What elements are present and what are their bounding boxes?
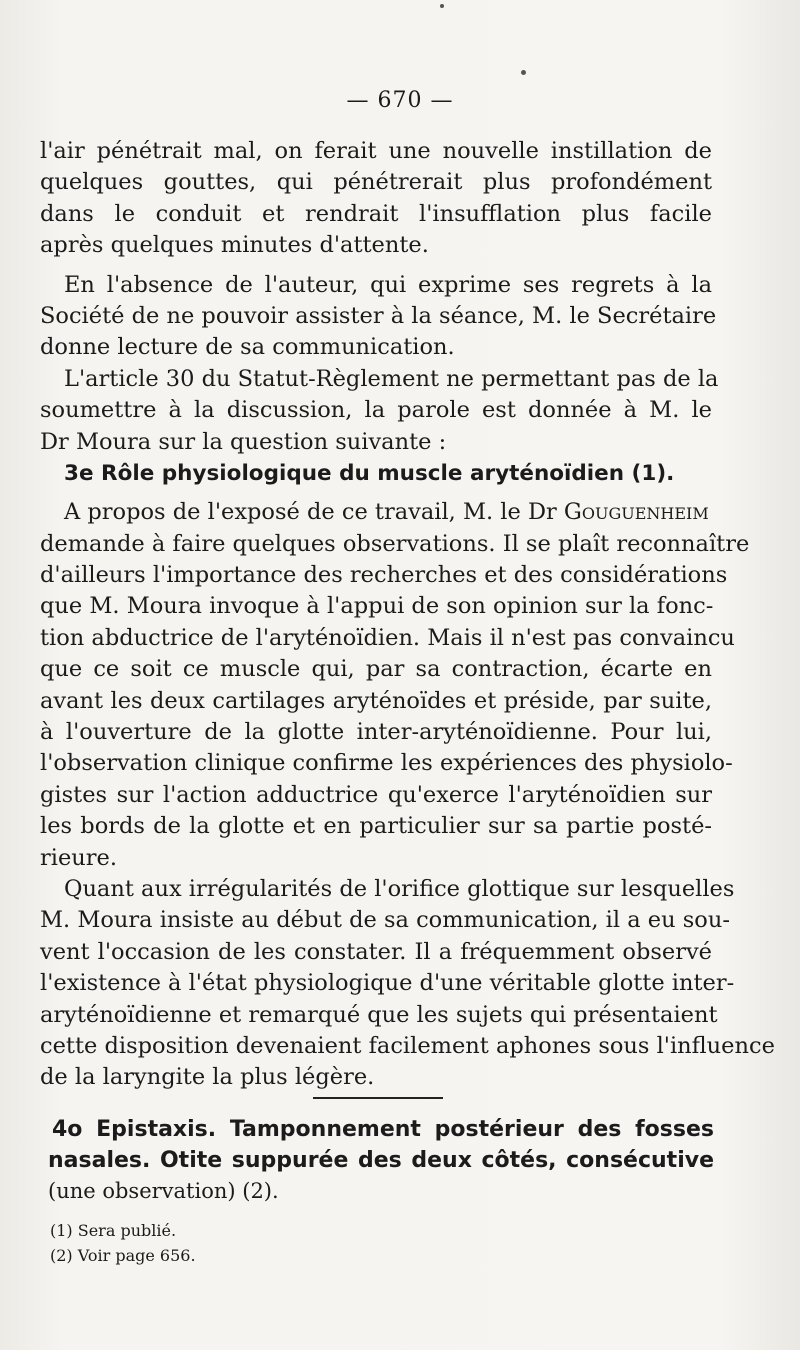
- text-line: Quant aux irrégularités de l'orifice glottique sur lesquelles: [64, 875, 735, 902]
- text-line: (une observation) (2).: [48, 1179, 279, 1203]
- text-line: tion abductrice de l'aryténoïdien. Mais il n'est pas convaincu: [40, 624, 735, 651]
- print-speck: [440, 4, 444, 8]
- text-line: soumettre à la discussion, la parole est donnée à M. le: [40, 397, 712, 424]
- text-line: à l'ouverture de la glotte inter-aryténoïdienne. Pour lui,: [40, 719, 712, 746]
- section-heading: nasales. Otite suppurée des deux côtés, consécutive: [48, 1148, 714, 1173]
- body-text: [40, 136, 775, 1094]
- text-line: gistes sur l'action adductrice qu'exerce l'aryténoïdien sur: [40, 781, 712, 808]
- text-line: Société de ne pouvoir assister à la séance, M. le Secrétaire: [40, 302, 717, 329]
- text-line: avant les deux cartilages aryténoïdes et préside, par suite,: [40, 687, 712, 714]
- text-line: l'air pénétrait mal, on ferait une nouvelle instillation de: [40, 138, 712, 164]
- text-line: dans le conduit et rendrait l'insufflation plus facile: [40, 200, 712, 227]
- text-line: quelques gouttes, qui pénétrerait plus profondément: [40, 169, 712, 196]
- text-line: les bords de la glotte et en particulier sur sa partie posté-: [40, 813, 712, 840]
- text-line: d'ailleurs l'importance des recherches et des considérations: [40, 562, 728, 589]
- text-line: cette disposition devenaient facilement aphones sous l'influence: [40, 1032, 775, 1059]
- section-divider: [313, 1097, 443, 1099]
- text-line: que M. Moura invoque à l'appui de son opinion sur la fonc-: [40, 593, 714, 620]
- footnotes: [50, 1218, 196, 1268]
- text-line: L'article 30 du Statut-Règlement ne permettant pas de la: [64, 365, 719, 392]
- text-line: que ce soit ce muscle qui, par sa contraction, écarte en: [40, 656, 712, 683]
- text-line: l'observation clinique confirme les expériences des physiolo-: [40, 750, 733, 777]
- text-line: après quelques minutes d'attente.: [40, 232, 429, 259]
- print-speck: [521, 70, 526, 75]
- text-segment: A propos de l'exposé de ce travail, M. le Dr: [64, 499, 557, 526]
- text-line: M. Moura insiste au début de sa communication, il a eu sou-: [40, 907, 730, 934]
- text-line: l'existence à l'état physiologique d'une véritable glotte inter-: [40, 970, 735, 997]
- section-heading: 3e Rôle physiologique du muscle aryténoïdien (1).: [64, 460, 675, 486]
- text-line: donne lecture de sa communication.: [40, 334, 455, 361]
- text-line: En l'absence de l'auteur, qui exprime ses regrets à la: [64, 271, 712, 298]
- section-4: [48, 1114, 714, 1207]
- text-line: aryténoïdienne et remarqué que les sujets qui présentaient: [40, 1001, 718, 1028]
- text-line: de la laryngite la plus légère.: [40, 1064, 375, 1091]
- section-heading: 4o Epistaxis. Tamponnement postérieur des fosses: [52, 1117, 714, 1142]
- text-line: Dr Moura sur la question suivante :: [40, 428, 447, 455]
- text-line: rieure.: [40, 844, 117, 871]
- author-name: Gouguenheim: [563, 499, 709, 526]
- footnote: (2) Voir page 656.: [50, 1246, 196, 1265]
- text-line: [40, 497, 712, 528]
- text-line: demande à faire quelques observations. Il se plaît reconnaître: [40, 530, 750, 557]
- text-line: vent l'occasion de les constater. Il a fréquemment observé: [40, 938, 712, 965]
- page-number: — 670 —: [346, 88, 454, 113]
- footnote: (1) Sera publié.: [50, 1221, 177, 1240]
